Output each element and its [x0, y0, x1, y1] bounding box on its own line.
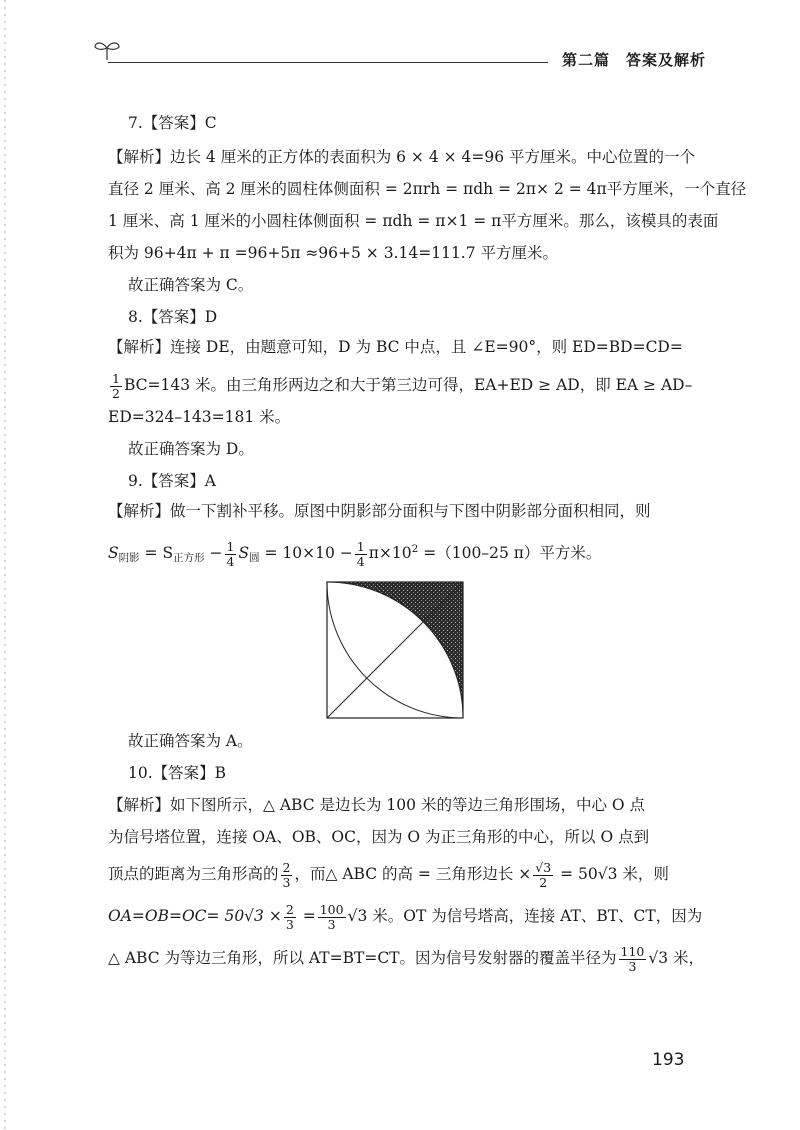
q8-answer: 8.【答案】D — [128, 308, 218, 326]
q8-analysis-line-2 — [108, 370, 693, 401]
q10-l3-frac-num: 2 — [282, 859, 291, 875]
q9-sup-2: 2 — [411, 543, 419, 555]
q10-l5-fraction — [619, 945, 647, 974]
q7-analysis-line-2: 直径 2 厘米、高 2 厘米的圆柱体侧面积 = 2πrh = πdh = 2π× 2 = 4π平方厘米，一个直径 — [108, 180, 747, 198]
q10-analysis-line-1: 【解析】如下图所示，△ ABC 是边长为 100 米的等边三角形围场，中心 O 点 — [108, 796, 646, 814]
q8-analysis-line-2-text: BC=143 米。由三角形两边之和大于第三边可得，EA+ED ≥ AD，即 EA ≥ AD– — [123, 376, 693, 394]
q10-l3-frac2-num: √3 — [535, 859, 552, 875]
q10-l3-text-b: ，而△ ABC 的高 = 三角形边长 × — [294, 865, 532, 883]
q10-analysis-line-4 — [108, 898, 703, 934]
q8-fraction-denominator: 2 — [112, 385, 120, 401]
q9-answer: 9.【答案】A — [128, 472, 216, 490]
q10-l3-frac2-den: 2 — [539, 874, 548, 890]
q10-l4-frac2-den: 3 — [327, 916, 336, 932]
header-title: 第二篇 答案及解析 — [562, 51, 707, 69]
q9-sub-square: 正方形 — [173, 552, 205, 564]
q9-formula — [108, 532, 688, 575]
q10-l3-fraction — [281, 861, 293, 890]
q10-l4-frac-den: 3 — [285, 916, 294, 932]
q7-analysis-line-1: 【解析】边长 4 厘米的正方体的表面积为 6 × 4 × 4=96 平方厘米。中心位置的一个 — [108, 148, 696, 166]
q10-l4-frac-num: 2 — [285, 901, 294, 917]
q10-l4-frac2-num: 100 — [319, 901, 344, 917]
q10-answer: 10.【答案】B — [128, 764, 227, 782]
sprout-icon — [92, 38, 122, 62]
q8-analysis-line-1: 【解析】连接 DE，由题意可知，D 为 BC 中点，且 ∠E=90°，则 ED=BD=CD= — [108, 338, 683, 356]
q10-l3-text-a: 顶点的距离为三角形高的 — [108, 865, 279, 883]
q7-answer: 7.【答案】C — [128, 114, 217, 132]
q10-l5-text-a: △ ABC 为等边三角形，所以 AT=BT=CT。因为信号发射器的覆盖半径为 — [108, 949, 617, 967]
q9-frac2-num: 1 — [356, 538, 365, 554]
quarter-circle-figure — [326, 581, 464, 719]
q9-frac1-den: 4 — [226, 553, 235, 569]
q7-conclusion: 故正确答案为 C。 — [128, 276, 254, 294]
q8-conclusion: 故正确答案为 D。 — [128, 440, 254, 458]
q10-l5-text-b: √3 米， — [648, 949, 705, 967]
q9-sub-shadow: 阴影 — [118, 552, 140, 564]
q9-conclusion: 故正确答案为 A。 — [128, 732, 253, 750]
q8-fraction — [110, 372, 122, 401]
q9-eq-4: =（100–25 π）平方米。 — [418, 544, 602, 562]
q9-minus: − — [204, 544, 223, 562]
q9-frac1-num: 1 — [226, 538, 235, 554]
q10-analysis-line-3 — [108, 856, 688, 892]
q10-l3-frac-den: 3 — [282, 874, 291, 890]
q9-eq-1: = S — [139, 544, 174, 562]
q9-sub-circle: 圆 — [249, 552, 260, 564]
q10-l4-text-b: = — [297, 907, 316, 925]
q8-fraction-numerator: 1 — [112, 370, 120, 386]
q9-fraction-1 — [225, 540, 237, 569]
q9-eq-2: = 10×10 − — [259, 544, 353, 562]
binding-edge-dots — [4, 0, 6, 1130]
q10-analysis-line-2: 为信号塔位置，连接 OA、OB、OC，因为 O 为正三角形的中心，所以 O 点到 — [108, 828, 650, 846]
q7-analysis-line-4: 积为 96+4π + π =96+5π ≈96+5 × 3.14=111.7 平方厘米。 — [108, 244, 559, 262]
q10-l4-fraction — [284, 903, 296, 932]
header-rule — [108, 62, 548, 63]
q10-l3-text-c: = 50√3 米，则 — [555, 865, 669, 883]
q9-analysis-line-1: 【解析】做一下割补平移。原图中阴影部分面积与下图中阴影部分面积相同，则 — [108, 502, 651, 520]
q10-l5-frac-den: 3 — [628, 958, 637, 974]
q10-l3-fraction-2 — [533, 861, 553, 890]
q10-l4-fraction-2 — [318, 903, 346, 932]
q8-analysis-line-3: ED=324–143=181 米。 — [108, 408, 291, 426]
q7-analysis-line-3: 1 厘米、高 1 厘米的小圆柱体侧面积 = πdh = π×1 = π平方厘米。那么，该模具的表面 — [108, 212, 719, 230]
q10-l4-text-c: √3 米。OT 为信号塔高，连接 AT、BT、CT，因为 — [347, 907, 703, 925]
q10-analysis-line-5 — [108, 940, 705, 976]
q9-frac2-den: 4 — [356, 553, 365, 569]
q10-l5-frac-num: 110 — [620, 943, 645, 959]
q9-s-symbol-2: S — [238, 544, 250, 562]
q9-eq-3: π×10 — [368, 544, 412, 562]
q10-l4-text-a: OA=OB=OC= 50√3 × — [108, 907, 282, 925]
q9-fraction-2 — [355, 540, 367, 569]
page-number: 193 — [652, 1050, 685, 1070]
q9-s-symbol: S — [108, 544, 119, 562]
